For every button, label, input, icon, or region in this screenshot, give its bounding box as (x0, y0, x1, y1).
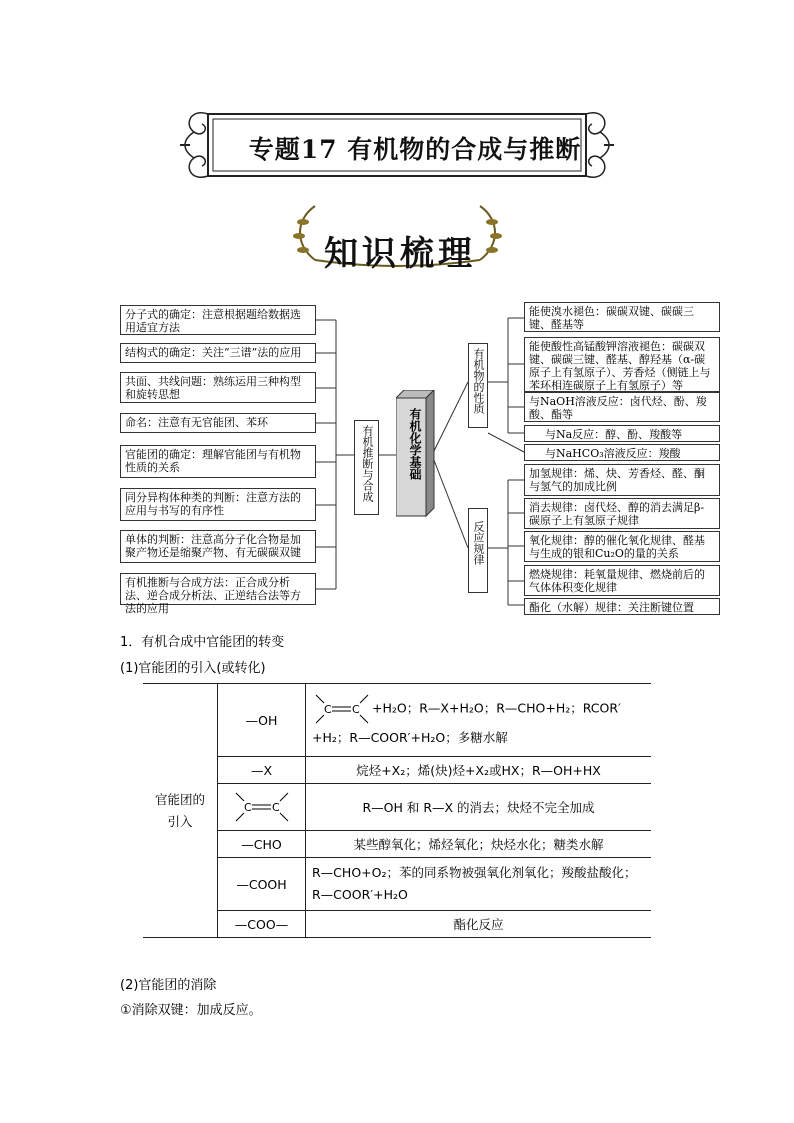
subsection-heading-introduce: (1)官能团的引入(或转化) (120, 661, 266, 676)
right-top-item-1: 能使酸性高锰酸钾溶液褪色：碳碳双键、碳碳三键、醛基、醇羟基（α-碳原子上有氢原子）、芳香烃（侧链上与苯环相连碳原子上有氢原子）等 (524, 337, 720, 392)
svg-text:C: C (271, 801, 280, 814)
right-bottom-item-4: 酯化（水解）规律：关注断键位置 (524, 598, 720, 615)
table-key: —CHO (218, 831, 306, 858)
right-branch-rules: 反应规律 (468, 508, 488, 593)
right-bottom-item-1: 消去规律：卤代烃、醇的消去满足β-碳原子上有氢原子规律 (524, 498, 720, 529)
table-key: —COO— (218, 911, 306, 938)
section-heading: 1．有机合成中官能团的转变 (120, 635, 285, 650)
table-value: 烷烃+X₂；烯(炔)烃+X₂或HX；R—OH+HX (306, 757, 652, 784)
center-topic: 有机化学基础 (408, 408, 422, 480)
table-value-text: +H₂O；R—X+H₂O；R—CHO+H₂；RCOR′+H₂；R—COOR′+H₂O；多糖水解 (312, 700, 621, 745)
left-item-5: 同分异构体种类的判断：注意方法的应用与书写的有序性 (120, 488, 316, 521)
table-key: —OH (218, 684, 306, 757)
svg-text:C: C (352, 703, 360, 716)
carbon-double-bond-icon (232, 789, 292, 825)
table-value: R—OH 和 R—X 的消去；炔烃不完全加成 (306, 784, 652, 831)
table-row (143, 684, 651, 757)
right-top-item-2: 与NaOH溶液反应：卤代烃、酚、羧酸、酯等 (524, 392, 720, 422)
functional-group-table (143, 683, 651, 938)
page-title: 专题17 有机物的合成与推断 (248, 135, 582, 164)
left-item-6: 单体的判断：注意高分子化合物是加聚产物还是缩聚产物、有无碳碳双键 (120, 530, 316, 563)
right-bottom-item-2: 氧化规律：醇的催化氧化规律、醛基与生成的银和Cu₂O的量的关系 (524, 531, 720, 562)
table-value: R—CHO+O₂；苯的同系物被强氧化剂氧化；羧酸盐酸化；R—COOR′+H₂O (306, 858, 652, 911)
table-value: 某些醇氧化；烯烃氧化；炔烃水化；糖类水解 (306, 831, 652, 858)
subsection-heading-eliminate: (2)官能团的消除 (120, 978, 217, 993)
table-key (218, 784, 306, 831)
badge-title: 知识梳理 (324, 234, 476, 274)
left-item-0: 分子式的确定：注意根据题给数据选用适宜方法 (120, 305, 316, 335)
list-item: ①消除双键：加成反应。 (120, 1003, 262, 1018)
left-item-3: 命名：注意有无官能团、苯环 (120, 413, 316, 433)
table-row (143, 757, 651, 784)
table-row (143, 858, 651, 911)
left-branch-label: 有机推断与合成 (354, 420, 379, 515)
table-row (143, 784, 651, 831)
table-value: 酯化反应 (306, 911, 652, 938)
right-top-item-4: 与NaHCO₃溶液反应：羧酸 (524, 444, 720, 461)
table-group-label: 官能团的引入 (143, 684, 218, 938)
table-value (306, 684, 652, 757)
left-item-7: 有机推断与合成方法：正合成分析法、逆合成分析法、正逆结合法等方法的应用 (120, 573, 316, 605)
svg-text:C: C (324, 703, 332, 716)
carbon-double-bond-icon (312, 691, 372, 727)
right-top-item-3: 与Na反应：醇、酚、羧酸等 (524, 425, 720, 442)
right-branch-properties: 有机物的性质 (468, 343, 488, 428)
left-item-2: 共面、共线问题：熟练运用三种构型和旋转思想 (120, 372, 316, 403)
right-bottom-item-0: 加氢规律：烯、炔、芳香烃、醛、酮与氢气的加成比例 (524, 464, 720, 496)
svg-text:C: C (243, 801, 252, 814)
table-row (143, 911, 651, 938)
right-top-item-0: 能使溴水褪色：碳碳双键、碳碳三键、醛基等 (524, 302, 720, 332)
left-item-1: 结构式的确定：关注“三谱”法的应用 (120, 343, 316, 363)
table-key: —COOH (218, 858, 306, 911)
table-key: —X (218, 757, 306, 784)
table-row (143, 831, 651, 858)
left-item-4: 官能团的确定：理解官能团与有机物性质的关系 (120, 445, 316, 478)
right-bottom-item-3: 燃烧规律：耗氧量规律、燃烧前后的气体体积变化规律 (524, 565, 720, 596)
